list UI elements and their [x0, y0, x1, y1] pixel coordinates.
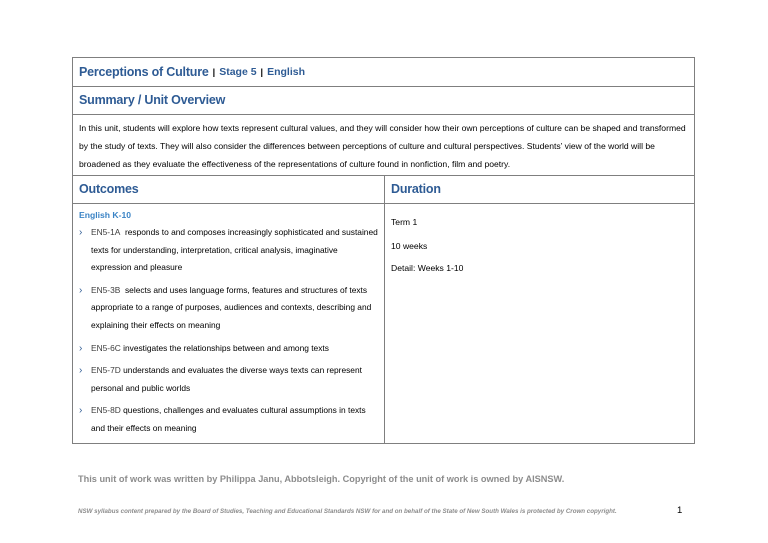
- duration-weeks: 10 weeks: [391, 241, 428, 251]
- chevron-right-icon: ›: [79, 227, 83, 238]
- summary-heading-cell: [73, 87, 695, 115]
- summary-heading: Summary / Unit Overview: [79, 93, 226, 107]
- duration-heading-cell: [385, 176, 695, 204]
- outcomes-cell: [73, 204, 385, 444]
- chevron-right-icon: ›: [79, 405, 83, 417]
- summary-text-cell: [73, 115, 695, 176]
- chevron-right-icon: ›: [79, 342, 83, 354]
- stage-label: Stage 5: [219, 66, 257, 78]
- chevron-right-icon: ›: [79, 284, 83, 296]
- subject-label: English: [267, 66, 305, 78]
- outcome-text: understands and evaluates the diverse ways texts can represent personal and public worlds: [91, 365, 362, 393]
- outcome-text: investigates the relationships between and among texts: [123, 342, 329, 353]
- chevron-right-icon: ›: [79, 365, 83, 377]
- outcome-code: EN5-8D: [91, 405, 121, 416]
- outcome-code: EN5-1A: [91, 227, 121, 237]
- outcome-item: [79, 340, 378, 358]
- unit-table: [72, 57, 695, 444]
- outcome-item: [79, 282, 378, 335]
- outcome-text: questions, challenges and evaluates cultural assumptions in texts and their effects on meaning: [91, 405, 366, 433]
- title-separator: |: [212, 67, 216, 77]
- summary-text: In this unit, students will explore how texts represent cultural values, and they will consider how their own perceptions of culture can be shaped and transformed by the study of texts. They will also consider the differences between perceptions of culture and cultural perspectives. Students’ view of the world will be broadened as they evaluate the effectiveness of the representations of culture found in nonfiction, film and poetry.: [79, 123, 686, 169]
- footer-author-line: This unit of work was written by Philippa Janu, Abbotsleigh. Copyright of the unit of work is owned by AISNSW.: [78, 474, 565, 484]
- duration-term: Term 1: [391, 217, 418, 227]
- outcome-text: responds to and composes increasingly sophisticated and sustained texts for understanding, interpretation, critical analysis, imaginative expression and pleasure: [91, 227, 378, 273]
- outcome-code: EN5-7D: [91, 365, 121, 376]
- outcomes-list: [79, 224, 378, 438]
- document-title-row: [79, 58, 688, 86]
- duration-detail: Detail: Weeks 1-10: [391, 263, 464, 273]
- unit-title: Perceptions of Culture: [79, 65, 209, 79]
- page-number: 1: [677, 505, 683, 516]
- footer-copyright-line: NSW syllabus content prepared by the Board of Studies, Teaching and Educational Standards NSW for and on behalf of the State of New South Wales is protected by Crown copyright.: [78, 508, 617, 515]
- duration-cell: [385, 204, 695, 444]
- title-separator: |: [260, 67, 264, 77]
- outcome-item: [79, 402, 378, 437]
- title-cell: [73, 58, 695, 87]
- strand-label: English K-10: [79, 210, 132, 220]
- outcome-item: [79, 362, 378, 397]
- outcome-code: EN5-3B: [91, 284, 121, 295]
- outcome-text: selects and uses language forms, features and structures of texts appropriate to a range of purposes, audiences and contexts, describing and explaining their effects on meaning: [91, 284, 372, 330]
- outcomes-heading-cell: [73, 176, 385, 204]
- duration-block: [391, 216, 688, 274]
- outcome-item: [79, 224, 378, 277]
- outcome-code: EN5-6C: [91, 342, 121, 353]
- outcomes-heading: Outcomes: [79, 182, 139, 196]
- duration-heading: Duration: [391, 182, 441, 196]
